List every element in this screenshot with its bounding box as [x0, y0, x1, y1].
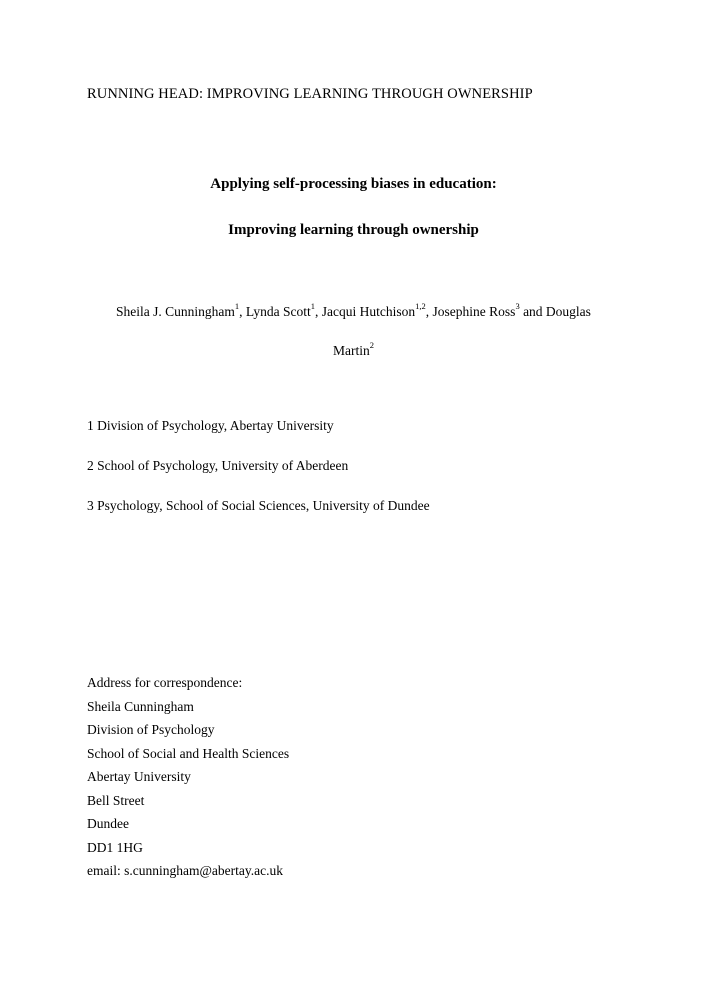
- author-separator: ,: [315, 304, 322, 319]
- affiliation-2: 2 School of Psychology, University of Aberdeen: [87, 458, 349, 473]
- affiliation-1: 1 Division of Psychology, Abertay University: [87, 418, 334, 433]
- correspondence-address: [87, 671, 289, 883]
- correspondence-division: Division of Psychology: [87, 722, 215, 737]
- author-affiliation-mark: 2: [369, 340, 374, 350]
- correspondence-name: Sheila Cunningham: [87, 698, 194, 714]
- correspondence-school: School of Social and Health Sciences: [87, 745, 290, 761]
- author-name: Martin: [333, 343, 370, 358]
- correspondence-postcode: DD1 1HG: [87, 839, 143, 855]
- correspondence-heading: Address for correspondence:: [87, 675, 243, 690]
- paper-title-line-2: Improving learning through ownership: [228, 222, 479, 238]
- correspondence-city: Dundee: [87, 816, 129, 831]
- author-name: Sheila J. Cunningham: [116, 304, 235, 319]
- paper-title-line-1: Applying self-processing biases in education:: [210, 176, 497, 192]
- author-list: [0, 301, 707, 320]
- author-name: Lynda Scott: [245, 304, 311, 319]
- author-affiliation-mark: 1: [234, 301, 240, 311]
- correspondence-university: Abertay University: [87, 769, 191, 784]
- author-affiliation-mark: 1: [310, 301, 316, 311]
- author-affiliation-mark: 3: [515, 301, 520, 311]
- author-affiliation-mark: 1,2: [415, 301, 426, 311]
- author-separator: ,: [425, 304, 433, 319]
- author-separator: ,: [239, 304, 246, 319]
- author-name: Josephine Ross: [432, 304, 516, 319]
- author-separator: and Douglas: [519, 304, 591, 319]
- author-list-continued: [0, 340, 707, 359]
- correspondence-street: Bell Street: [87, 792, 145, 808]
- affiliation-3: 3 Psychology, School of Social Sciences, University of Dundee: [87, 498, 430, 513]
- author-name: Jacqui Hutchison: [321, 304, 416, 319]
- correspondence-email: email: s.cunningham@abertay.ac.uk: [87, 863, 283, 878]
- running-head: RUNNING HEAD: IMPROVING LEARNING THROUGH OWNERSHIP: [87, 86, 533, 102]
